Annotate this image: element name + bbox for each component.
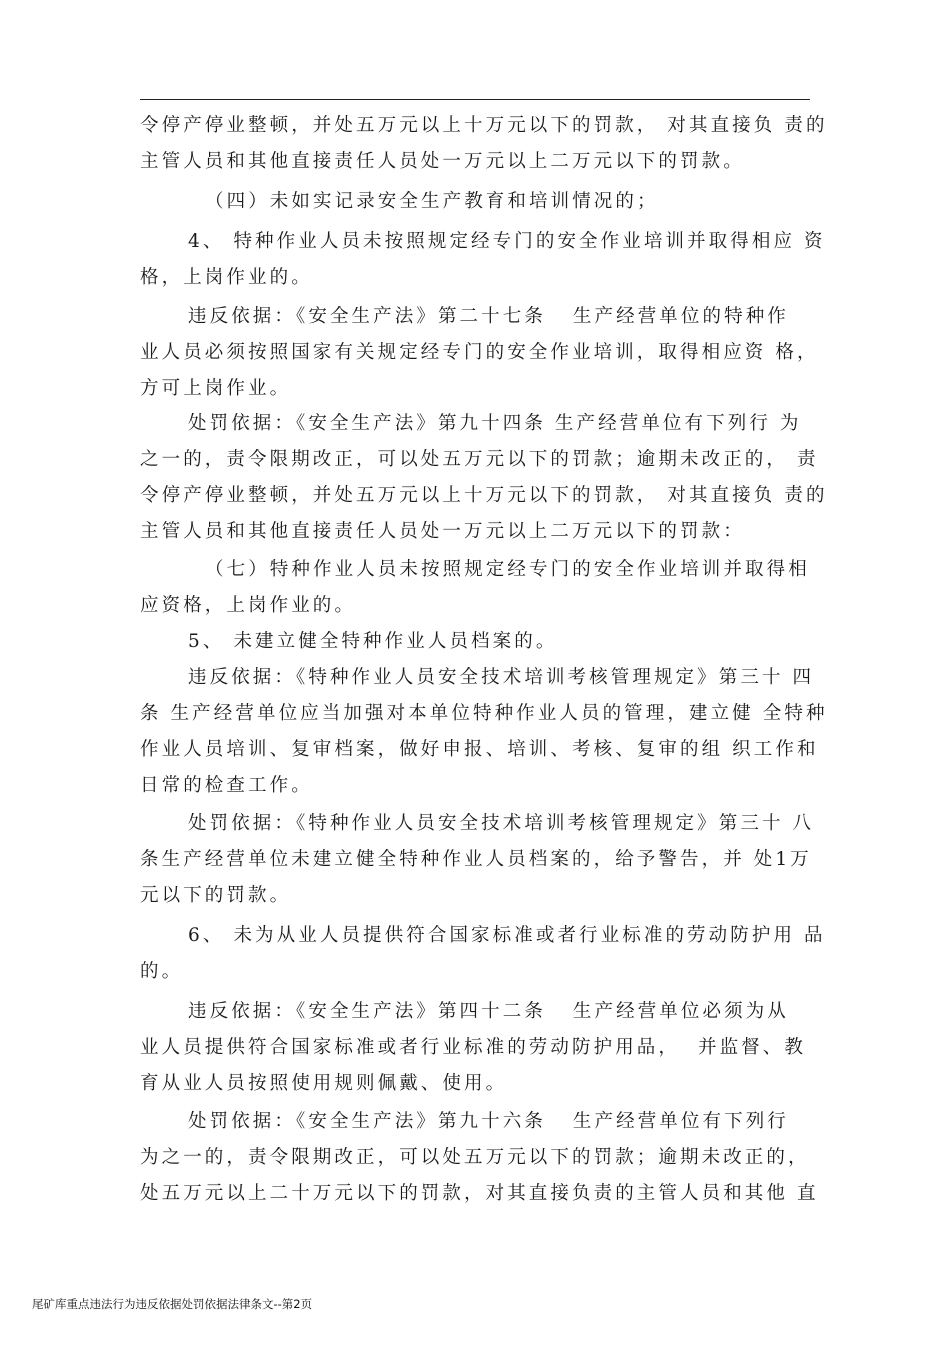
text-line: 违反依据：《安全生产法》第二十七条 生产经营单位的特种作 [188,306,789,327]
text-line: 日常的检查工作。 [140,775,313,796]
text-line: 4、 特种作业人员未按照规定经专门的安全作业培训并取得相应 资 [188,231,826,252]
text-line: 主管人员和其他直接责任人员处一万元以上二万元以下的罚款。 [140,151,745,172]
text-line: 令停产停业整顿，并处五万元以上十万元以下的罚款， 对其直接负 责的 [140,485,828,506]
header-rule [140,99,810,100]
text-line: 处五万元以上二十万元以下的罚款，对其直接负责的主管人员和其他 直 [140,1183,819,1204]
text-line: 令停产停业整顿，并处五万元以上十万元以下的罚款， 对其直接负 责的 [140,115,828,136]
text-line: 处罚依据：《安全生产法》第九十四条 生产经营单位有下列行 为 [188,413,802,434]
text-line: 违反依据：《特种作业人员安全技术培训考核管理规定》第三十 四 [188,667,815,688]
text-line: 之一的，责令限期改正，可以处五万元以下的罚款；逾期未改正的， 责 [140,449,819,470]
text-line: 条 生产经营单位应当加强对本单位特种作业人员的管理，建立健 全特种 [140,703,828,724]
text-line: 元以下的罚款。 [140,885,292,906]
text-line: 的。 [140,961,184,982]
text-line: 处罚依据：《安全生产法》第九十六条 生产经营单位有下列行 [188,1111,789,1132]
text-line: 处罚依据：《特种作业人员安全技术培训考核管理规定》第三十 八 [188,813,815,834]
text-line: 业人员必须按照国家有关规定经专门的安全作业培训，取得相应资 格， [140,342,819,363]
text-line: 作业人员培训、复审档案，做好申报、培训、考核、复审的组 织工作和 [140,739,819,760]
text-line: 违反依据：《安全生产法》第四十二条 生产经营单位必须为从 [188,1001,789,1022]
text-line: 条生产经营单位未建立健全特种作业人员档案的，给予警告，并 处1万 [140,849,812,870]
text-line: （四）未如实记录安全生产教育和培训情况的； [205,191,659,212]
text-line: 主管人员和其他直接责任人员处一万元以上二万元以下的罚款： [140,521,745,542]
text-line: 为之一的，责令限期改正，可以处五万元以下的罚款；逾期未改正的， [140,1147,810,1168]
text-line: 业人员提供符合国家标准或者行业标准的劳动防护用品， 并监督、教 [140,1037,806,1058]
page-footer: 尾矿库重点违法行为违反依据处罚依据法律条文--第2页 [32,1297,313,1311]
text-line: 育从业人员按照使用规则佩戴、使用。 [140,1073,508,1094]
text-line: 格，上岗作业的。 [140,267,313,288]
text-line: （七）特种作业人员未按照规定经专门的安全作业培训并取得相 [205,559,810,580]
text-line: 应资格，上岗作业的。 [140,595,357,616]
text-line: 5、 未建立健全特种作业人员档案的。 [188,631,558,652]
text-line: 6、 未为从业人员提供符合国家标准或者行业标准的劳动防护用 品 [188,925,826,946]
text-line: 方可上岗作业。 [140,378,292,399]
